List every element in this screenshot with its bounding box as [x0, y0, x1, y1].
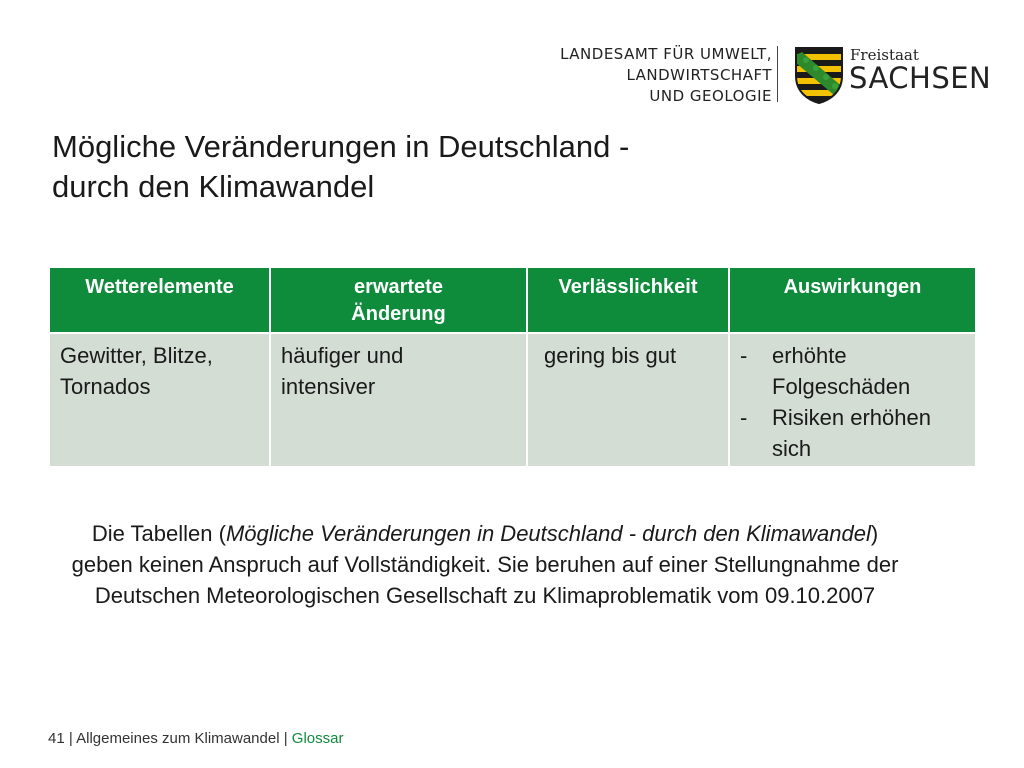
cell-reliability	[527, 333, 729, 467]
column-header-weather-elements: Wetterelemente	[49, 267, 270, 333]
impact-list	[740, 340, 965, 464]
footer-separator: |	[68, 730, 73, 747]
table-header-row	[49, 267, 976, 333]
list-item	[740, 402, 965, 464]
logo-divider	[777, 46, 778, 102]
cell-impacts	[729, 333, 976, 467]
cell-weather-element-text: Gewitter, Blitze, Tornados	[60, 343, 213, 399]
table-row	[49, 333, 976, 467]
column-header-expected-change-label: erwartete Änderung	[351, 276, 446, 325]
dash-bullet: -	[740, 343, 748, 368]
footer-section: Allgemeines zum Klimawandel	[76, 730, 280, 747]
column-header-reliability: Verlässlichkeit	[527, 267, 729, 333]
cell-expected-change	[270, 333, 527, 467]
list-item	[740, 340, 965, 402]
footer	[48, 730, 343, 747]
cell-weather-element	[49, 333, 270, 467]
footer-separator: |	[283, 730, 288, 747]
state-name-small: Freistaat	[850, 46, 919, 64]
page-title-line-1: Mögliche Veränderungen in Deutschland -	[52, 129, 630, 164]
disclaimer-note	[60, 518, 910, 611]
state-logo	[794, 44, 992, 106]
agency-line-2: LANDWIRTSCHAFT	[626, 66, 772, 84]
saxony-coat-of-arms-icon	[794, 46, 844, 104]
agency-line-3: UND GEOLOGIE	[649, 87, 772, 105]
page-number: 41	[48, 730, 65, 747]
climate-change-table	[48, 266, 977, 468]
cell-expected-change-text: häufiger und intensiver	[281, 343, 404, 399]
page-title-line-2: durch den Klimawandel	[52, 169, 375, 204]
column-header-expected-change	[270, 267, 527, 333]
agency-line-1: LANDESAMT FÜR UMWELT,	[560, 45, 772, 63]
impact-text: Risiken erhöhen sich	[772, 405, 931, 461]
note-suffix: ) geben keinen Anspruch auf Vollständigkeit. Sie beruhen auf einer Stellungnahme der Deutschen Meteorologischen Gesellschaft zu Klimaproblematik vom 09.10.2007	[71, 521, 899, 608]
state-name-big: SACHSEN	[849, 61, 992, 95]
column-header-impacts: Auswirkungen	[729, 267, 976, 333]
note-italic-title: Mögliche Veränderungen in Deutschland - durch den Klimawandel	[225, 521, 871, 546]
cell-reliability-text: gering bis gut	[544, 343, 677, 368]
glossar-link[interactable]: Glossar	[291, 730, 344, 747]
impact-text: erhöhte Folgeschäden	[772, 343, 911, 399]
agency-logo	[560, 44, 772, 107]
page-title	[52, 127, 772, 207]
note-prefix: Die Tabellen (	[91, 521, 226, 546]
dash-bullet: -	[740, 405, 748, 430]
